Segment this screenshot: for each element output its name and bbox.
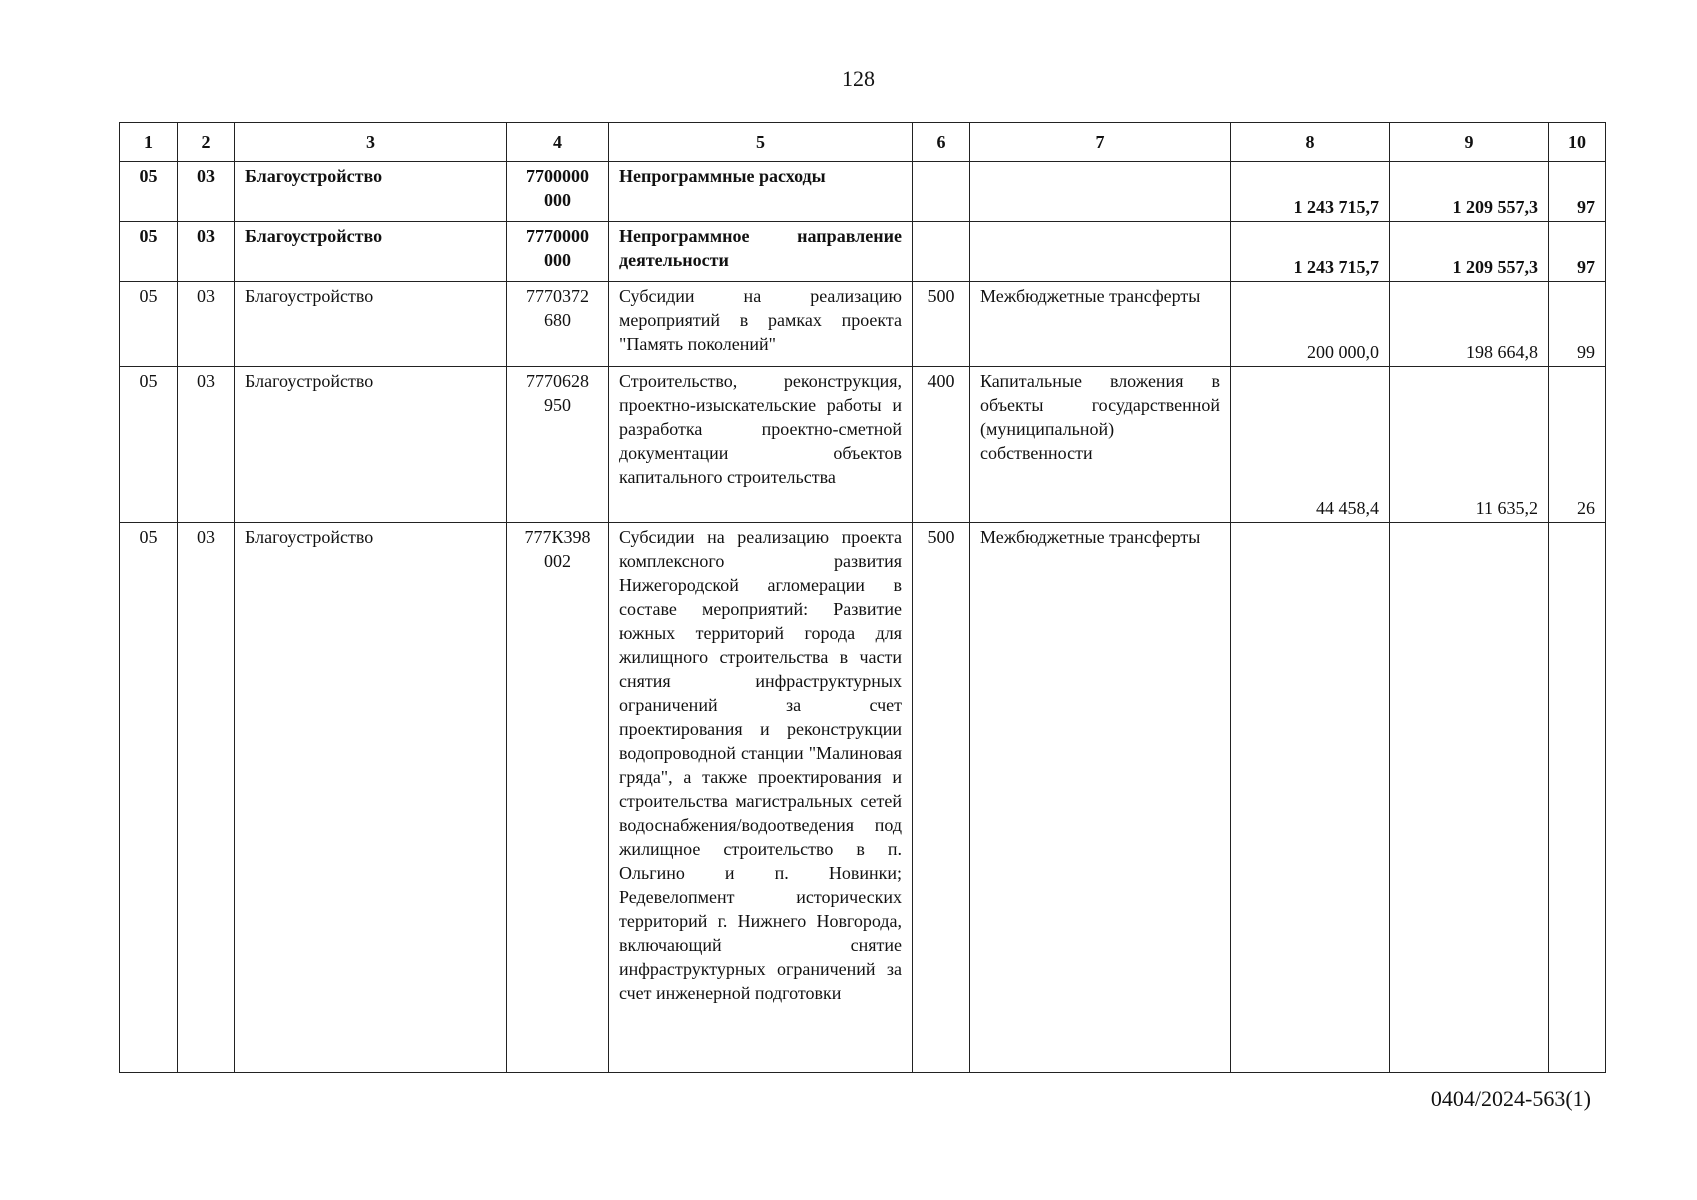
planned-amount: 200 000,0 [1231, 282, 1390, 367]
table-row [120, 367, 1606, 523]
section-name: Благоустройство [235, 523, 507, 1073]
subsection-code: 03 [178, 367, 235, 523]
expense-type-name: Межбюджетные трансферты [970, 523, 1231, 1073]
executed-amount: 1 209 557,3 [1390, 222, 1549, 282]
col-header-4: 4 [507, 123, 609, 162]
execution-percent: 97 [1549, 222, 1606, 282]
expense-type-code: 400 [913, 367, 970, 523]
expense-name: Субсидии на реализацию мероприятий в рамках проекта "Память поколений" [609, 282, 913, 367]
section-code: 05 [120, 282, 178, 367]
subsection-code: 03 [178, 222, 235, 282]
col-header-7: 7 [970, 123, 1231, 162]
budget-table [119, 122, 1606, 1073]
section-name: Благоустройство [235, 367, 507, 523]
section-name: Благоустройство [235, 222, 507, 282]
expense-type-name: Межбюджетные трансферты [970, 282, 1231, 367]
col-header-5: 5 [609, 123, 913, 162]
expense-type-name [970, 222, 1231, 282]
col-header-2: 2 [178, 123, 235, 162]
col-header-1: 1 [120, 123, 178, 162]
expense-name: Непрограммное направление деятельности [609, 222, 913, 282]
expense-type-code [913, 222, 970, 282]
col-header-3: 3 [235, 123, 507, 162]
target-article-code: 7770000 000 [507, 222, 609, 282]
table-row [120, 523, 1606, 1073]
section-code: 05 [120, 162, 178, 222]
document-code: 0404/2024-563(1) [1430, 1086, 1591, 1111]
table-row [120, 162, 1606, 222]
execution-percent: 99 [1549, 282, 1606, 367]
section-code: 05 [120, 222, 178, 282]
subsection-code: 03 [178, 162, 235, 222]
planned-amount: 1 243 715,7 [1231, 162, 1390, 222]
executed-amount [1390, 523, 1549, 1073]
planned-amount: 44 458,4 [1231, 367, 1390, 523]
target-article-code: 7770628 950 [507, 367, 609, 523]
expense-name: Непрограммные расходы [609, 162, 913, 222]
expense-type-name: Капитальные вложения в объекты государственной (муниципальной) собственности [970, 367, 1231, 523]
expense-name: Субсидии на реализацию проекта комплексного развития Нижегородской агломерации в составе мероприятий: Развитие южных территорий города для жилищного строительства в части снятия инфраструктурных ограничений за счет проектирования и реконструкции водопроводной станции "Малиновая гряда", а также проектирования и строительства магистральных сетей водоснабжения/водоотведения под жилищное строительство в п. Ольгино и п. Новинки; Редевелопмент исторических территорий г. Нижнего Новгорода, включающий снятие инфраструктурных ограничений за счет инженерной подготовки [609, 523, 913, 1073]
expense-name: Строительство, реконструкция, проектно-изыскательские работы и разработка проектно-сметной документации объектов капитального строительства [609, 367, 913, 523]
section-name: Благоустройство [235, 162, 507, 222]
table-row [120, 222, 1606, 282]
execution-percent: 97 [1549, 162, 1606, 222]
section-code: 05 [120, 367, 178, 523]
executed-amount: 11 635,2 [1390, 367, 1549, 523]
col-header-6: 6 [913, 123, 970, 162]
section-name: Благоустройство [235, 282, 507, 367]
section-code: 05 [120, 523, 178, 1073]
executed-amount: 1 209 557,3 [1390, 162, 1549, 222]
target-article-code: 7700000 000 [507, 162, 609, 222]
expense-type-name [970, 162, 1231, 222]
target-article-code: 7770372 680 [507, 282, 609, 367]
expense-type-code: 500 [913, 282, 970, 367]
execution-percent [1549, 523, 1606, 1073]
execution-percent: 26 [1549, 367, 1606, 523]
col-header-9: 9 [1390, 123, 1549, 162]
col-header-8: 8 [1231, 123, 1390, 162]
header-row [120, 123, 1606, 162]
executed-amount: 198 664,8 [1390, 282, 1549, 367]
subsection-code: 03 [178, 523, 235, 1073]
table-row [120, 282, 1606, 367]
subsection-code: 03 [178, 282, 235, 367]
expense-type-code: 500 [913, 523, 970, 1073]
col-header-10: 10 [1549, 123, 1606, 162]
expense-type-code [913, 162, 970, 222]
target-article-code: 777К398 002 [507, 523, 609, 1073]
planned-amount: 1 243 715,7 [1231, 222, 1390, 282]
planned-amount [1231, 523, 1390, 1073]
page-number: 128 [842, 66, 875, 91]
